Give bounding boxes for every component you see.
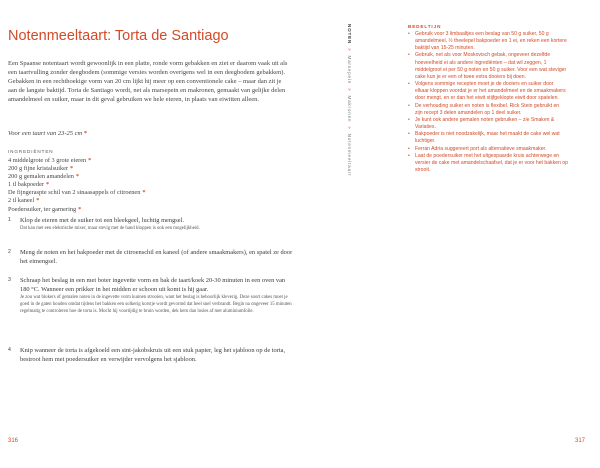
tip-item — [408, 103, 568, 117]
method-step — [8, 248, 294, 266]
ingredient-item — [8, 165, 248, 173]
ingredient-text: 4 middelgrote of 3 grote eieren — [8, 157, 87, 164]
step-number: 1 — [8, 217, 11, 223]
bullet-icon: • — [408, 31, 410, 37]
tip-item — [408, 117, 568, 131]
tip-item — [408, 31, 568, 52]
step-text: Klop de eieren met de suiker tot een bleekgeel, luchtig mengsel. — [20, 217, 184, 224]
method-step — [8, 346, 294, 364]
bullet-icon: • — [408, 116, 410, 123]
tips-heading: BEDELTIJN — [408, 24, 442, 29]
yield-asterisk: * — [83, 130, 88, 137]
ingredient-asterisk: * — [78, 205, 82, 213]
step-number: 2 — [8, 249, 11, 255]
tip-text: Je kunt ook andere gemalen noten gebruiken – zie Smaken & Variaties. — [415, 116, 555, 131]
method-step — [8, 216, 294, 232]
page-number-left: 316 — [8, 438, 19, 444]
bullet-icon: • — [408, 152, 410, 159]
tip-item — [408, 131, 568, 145]
step-text: Meng de noten en het bakpoeder met de citroenschil en kaneel (of andere smaakmakers), en spatel ze door het eimengsel. — [20, 249, 293, 265]
tip-text: Laat de poedersuiker met het uitgespaarde kruis achterwege en versier de cake met amandelschaafsel, dat je er voor het bakken op strooit. — [415, 152, 568, 173]
tip-text: De verhouding suiker en noten is flexibel. Rick Stein gebruikt en zijn recept 3 delen amandelen op 1 deel suiker. — [415, 102, 560, 116]
tip-text: Gebruik voor 3 limbaaltjes een beslag van 50 g suiker, 50 g amandelmeel, ½ theelepel bakpoeder en 1 ei, en reken een kortere baktijd van 15-25 minuten. — [415, 31, 567, 52]
tip-item — [408, 153, 568, 174]
ingredient-item — [8, 173, 248, 181]
tip-item — [408, 146, 568, 153]
bullet-icon: • — [408, 102, 410, 109]
ingredient-asterisk: * — [142, 189, 146, 197]
ingredient-asterisk: * — [69, 165, 74, 173]
recipe-yield-text: Voor een taart van 23-25 cm — [8, 130, 83, 137]
ingredient-text: De fijngeraspte schil van 2 sinaasappels of citroenen — [8, 189, 141, 197]
tip-text: Volgens sommige recepten moet je de dooiers en suiker door elkaar kloppen voordat je er het amandelmeel en de smaakmakers door mengt, en er dan het eiwit stijfgeklopte eiwit door spatelen. — [415, 81, 566, 102]
method-step — [8, 276, 294, 315]
ingredient-asterisk: * — [88, 157, 92, 164]
running-header-separator: » — [347, 126, 352, 130]
ingredient-text: 200 g fijne kristalsuiker — [8, 165, 68, 173]
ingredient-text: 1 tl bakpoeder — [8, 181, 45, 189]
recipe-yield — [8, 130, 87, 137]
running-header-separator: » — [347, 88, 352, 92]
tip-text: Ferran Adria suggereert port als alternatieve smaakmaker. — [415, 145, 547, 152]
bullet-icon: • — [408, 81, 410, 88]
step-text: Schraap het beslag in een met boter ingevette vorm en bak de taart/koek 20-30 minuten in een oven van 180 °C. Wanneer een prikker in het midden er schoon uit komt is hij gaar. — [20, 277, 286, 293]
tip-item — [408, 52, 568, 81]
step-number: 4 — [8, 347, 11, 353]
recipe-intro: Een Spaanse notentaart wordt gewoonlijk in een platte, ronde vorm gebakken en ziet er daarom vaak uit als een taartvulling zonder deegbodem (sommige versies worden overigens wel in een deegbodem gebakken). Gebakken in een rechthoekige vorm van 20 cm lijkt hij meer op een conventionele cake – maar dan zit je aan de langste baktijd. Torta de Santiago wordt, net als marsepein en makronen, gemaakt van gelijke delen amandelmeel en suiker, maar in dit geval gebruiken we hele eieren, in plaats van eiwitten alleen. — [8, 60, 288, 103]
step-note: Je zou wat blokers of gemalen noten in de ingevette vorm kunnen strooien, want het beslag is behoorlijk kleverig. Deze soort cakes moet je goed in de gaten houden omdat tijdens het bakken een solkerig korstje wordt gevormd dat heel snel verbrandt. Begin na ongeveer 15 minuten regelmatig te controleren hoe de torta is. Mocht hij voortijdig te bruin worden, dek hem dan losies af met aluminiumfolie. — [20, 295, 292, 314]
ingredient-asterisk: * — [36, 197, 40, 205]
ingredients-list — [8, 157, 248, 214]
ingredient-item — [8, 189, 248, 197]
ingredient-text: 200 g gemalen amandelen — [8, 173, 74, 181]
ingredient-item — [8, 157, 248, 165]
ingredient-item — [8, 197, 248, 205]
ingredient-asterisk: * — [46, 181, 50, 189]
running-header-text — [347, 24, 352, 176]
bullet-icon: • — [408, 131, 410, 138]
ingredient-asterisk: * — [75, 173, 80, 181]
ingredients-heading: INGREDIËNTEN — [8, 149, 54, 154]
step-text: Knip wanneer de torta is afgekoeld een sint-jakobskruis uit een stuk papier, leg het sjabloon op de torta, bestrooi hem met poedersuiker en verwijder vervolgens het sjabloon. — [20, 347, 286, 363]
ingredient-item — [8, 181, 248, 189]
running-header-separator: » — [347, 48, 352, 52]
tip-text: Bakpoeder is niet noodzakelijk, maar het maakt de cake wel wat luchtiger. — [415, 131, 560, 145]
running-header-chapter: NOTEN — [347, 24, 352, 45]
ingredient-text: Poedersuiker, ter garnering — [8, 205, 77, 213]
ingredient-item — [8, 206, 248, 214]
tip-item — [408, 81, 568, 102]
running-header-part: Marsepein — [347, 55, 352, 85]
tip-text: Gebruik, net als voor Moskovisch gebak, ongeveer dezelfde hoeveelheid ei als andere ingrediënten – dat wil zeggen, 1 middelgroot ei per 50 g noten en 50 g suiker. Voor een wat steviger cake kun je er een of twee extra dooiers bij doen. — [415, 52, 567, 80]
step-note: Dat kan met een elektrische mixer, maar stevig met de hand kloppen is ook een mogelijkheid. — [20, 226, 200, 231]
running-header-part: Makronen — [347, 95, 352, 123]
recipe-title: Notenmeeltaart: Torta de Santiago — [8, 28, 229, 44]
page-number-right: 317 — [575, 438, 586, 444]
running-header-part: Notenmeeltaart — [347, 133, 352, 177]
bullet-icon: • — [408, 145, 410, 152]
running-header — [342, 24, 352, 194]
bullet-icon: • — [408, 52, 410, 59]
ingredient-text: 2 tl kaneel — [8, 197, 35, 205]
step-number: 3 — [8, 277, 11, 283]
tips-list — [408, 31, 568, 174]
